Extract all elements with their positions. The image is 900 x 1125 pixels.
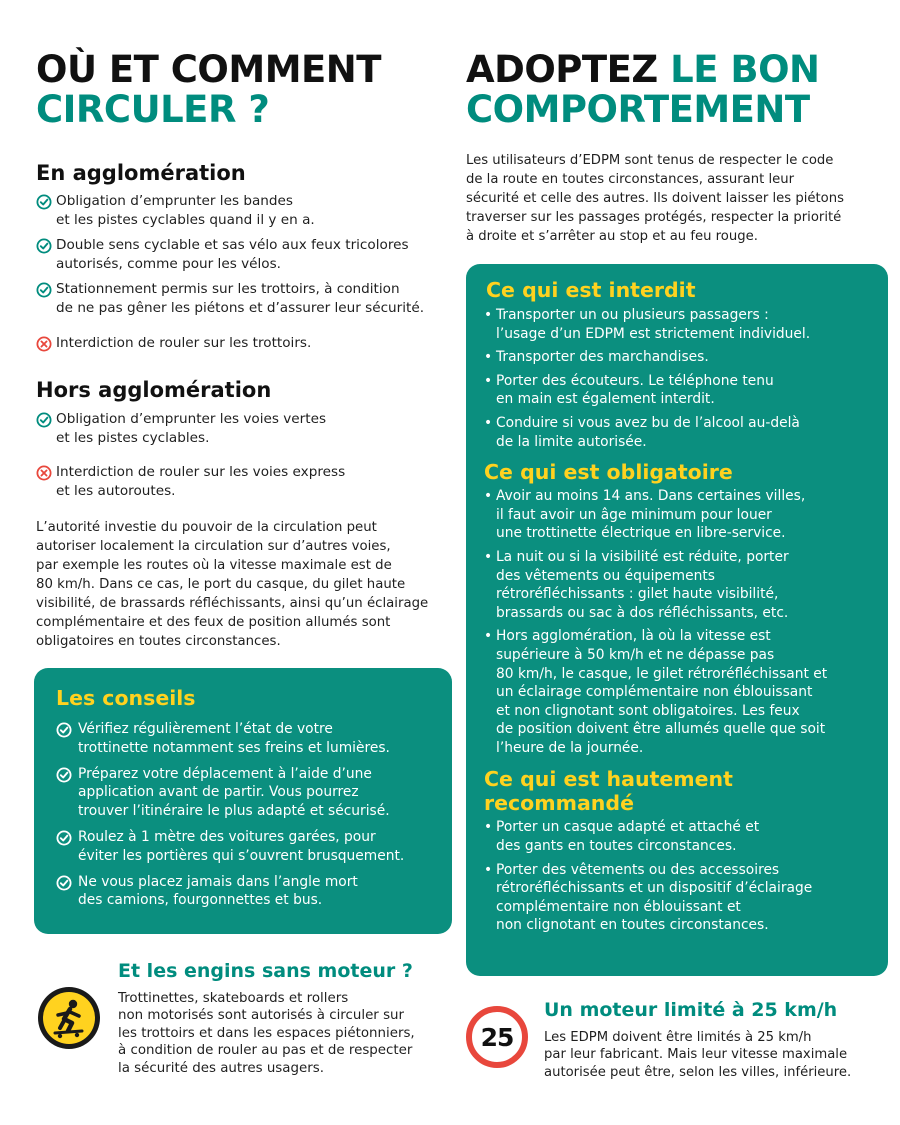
right-title-line1 bbox=[466, 50, 896, 90]
bullet-line: • Porter des vêtements ou des accessoires bbox=[496, 861, 780, 878]
recommande-item bbox=[484, 818, 876, 855]
check-circle-icon bbox=[36, 412, 52, 428]
agglo-forbidden-text: Interdiction de rouler sur les trottoirs. bbox=[56, 335, 312, 351]
bullet-line: rétroréfléchissants : gilet haute visibilité, bbox=[496, 586, 779, 603]
interdit-title: Ce qui est interdit bbox=[486, 278, 696, 302]
conseil-line: Préparez votre déplacement à l’aide d’une bbox=[78, 765, 372, 782]
sans-moteur-line: les trottoirs et dans les espaces piétonniers, bbox=[118, 1025, 415, 1041]
right-title-line2: COMPORTEMENT bbox=[466, 88, 810, 131]
intro-line: à droite et s’arrêter au stop et au feu rouge. bbox=[466, 229, 758, 244]
forbidden-circle-icon bbox=[36, 465, 52, 481]
obligatoire-title: Ce qui est obligatoire bbox=[484, 460, 733, 485]
bullet-line: il faut avoir un âge minimum pour louer bbox=[496, 506, 772, 523]
hors-allowed-line1: Obligation d’emprunter les voies vertes bbox=[56, 411, 327, 427]
intro-line: traverser sur les passages protégés, respecter la priorité bbox=[466, 210, 842, 225]
moteur-line: par leur fabricant. Mais leur vitesse maximale bbox=[544, 1047, 848, 1063]
paragraph-line: 80 km/h. Dans ce cas, le port du casque, du gilet haute bbox=[36, 577, 406, 592]
hors-list bbox=[36, 410, 456, 501]
paragraph-line: visibilité, de brassards réfléchissants, ainsi qu’un éclairage bbox=[36, 596, 429, 611]
bullet-line: • Hors agglomération, là où la vitesse est bbox=[496, 628, 771, 645]
skateboard-pictogram-icon bbox=[36, 985, 102, 1051]
conseil-item bbox=[56, 720, 438, 758]
sans-moteur-line: Trottinettes, skateboards et rollers bbox=[118, 991, 349, 1006]
recommande-title-line: Ce qui est hautement bbox=[484, 767, 733, 792]
conseil-line: Roulez à 1 mètre des voitures garées, pour bbox=[78, 828, 376, 845]
bullet-line: en main est également interdit. bbox=[496, 391, 715, 408]
right-title-teal: LE BON bbox=[670, 48, 820, 91]
hors-forbidden-item bbox=[36, 463, 456, 501]
bullet-line: l’usage d’un EDPM est strictement individuel. bbox=[496, 325, 811, 342]
rules-box bbox=[466, 264, 888, 976]
bullet-line: • Porter un casque adapté et attaché et bbox=[496, 819, 760, 836]
intro-line: de la route en toutes circonstances, assurant leur bbox=[466, 172, 795, 187]
interdit-item bbox=[484, 348, 876, 367]
conseil-item bbox=[56, 765, 438, 821]
sans-moteur-heading: Et les engins sans moteur ? bbox=[118, 960, 413, 982]
agglo-heading: En agglomération bbox=[36, 161, 246, 185]
bullet-line: l’heure de la journée. bbox=[496, 739, 644, 756]
paragraph-line: par exemple les routes où la vitesse maximale est de bbox=[36, 558, 392, 573]
conseil-line: éviter les portières qui s’ouvrent brusquement. bbox=[78, 847, 405, 864]
bullet-line: supérieure à 50 km/h et ne dépasse pas bbox=[496, 646, 775, 663]
bullet-line: brassards ou sac à dos réfléchissants, etc. bbox=[496, 604, 789, 621]
moteur-heading: Un moteur limité à 25 km/h bbox=[544, 999, 838, 1021]
bullet-line: • Transporter des marchandises. bbox=[496, 349, 709, 366]
check-circle-icon bbox=[36, 282, 52, 298]
conseil-line: des camions, fourgonnettes et bus. bbox=[78, 892, 323, 909]
bullet-line: une trottinette électrique en libre-service. bbox=[496, 525, 786, 542]
bullet-line: 80 km/h, le casque, le gilet rétroréfléchissant et bbox=[496, 665, 828, 682]
bullet-line: un éclairage complémentaire non éblouissant bbox=[496, 684, 813, 701]
sans-moteur-line: la sécurité des autres usagers. bbox=[118, 1060, 324, 1076]
sans-moteur-line: à condition de rouler au pas et de respecter bbox=[118, 1043, 413, 1059]
bullet-line: non clignotant en toutes circonstances. bbox=[496, 917, 769, 934]
agglo-allowed-item bbox=[36, 236, 456, 274]
hors-forbidden-line2: et les autoroutes. bbox=[56, 483, 176, 499]
sans-moteur-line: non motorisés sont autorisés à circuler sur bbox=[118, 1008, 405, 1024]
hors-heading: Hors agglomération bbox=[36, 378, 272, 402]
right-title-dark: ADOPTEZ bbox=[466, 48, 658, 91]
bullet-line: et non clignotant sont obligatoires. Les feux bbox=[496, 702, 800, 719]
obligatoire-item bbox=[484, 487, 876, 543]
agglo-allowed-item bbox=[36, 192, 456, 230]
obligatoire-item bbox=[484, 548, 876, 622]
conseil-line: Ne vous placez jamais dans l’angle mort bbox=[78, 873, 358, 890]
speed-limit-number: 25 bbox=[480, 1022, 514, 1052]
check-circle-icon bbox=[56, 767, 72, 783]
check-circle-icon bbox=[36, 238, 52, 254]
left-title-line2: CIRCULER ? bbox=[36, 88, 270, 131]
conseil-line: trottinette notamment ses freins et lumières. bbox=[78, 739, 390, 756]
bullet-line: • Conduire si vous avez bu de l’alcool au-delà bbox=[496, 414, 800, 431]
agglo-allowed-line2: autorisés, comme pour les vélos. bbox=[56, 256, 282, 272]
bullet-line: rétroréfléchissants et un dispositif d’éclairage bbox=[496, 880, 813, 897]
conseil-line: trouver l’itinéraire le plus adapté et sécurisé. bbox=[78, 803, 390, 820]
intro-line: sécurité et celle des autres. Ils doivent laisser les piétons bbox=[466, 191, 844, 206]
agglo-allowed-line1: Double sens cyclable et sas vélo aux feux tricolores bbox=[56, 237, 409, 253]
left-title-line1: OÙ ET COMMENT bbox=[36, 48, 381, 91]
check-circle-icon bbox=[56, 722, 72, 738]
conseil-line: Vérifiez régulièrement l’état de votre bbox=[78, 721, 333, 737]
bullet-line: • La nuit ou si la visibilité est réduite, porter bbox=[496, 548, 789, 565]
forbidden-circle-icon bbox=[36, 336, 52, 352]
bullet-line: • Avoir au moins 14 ans. Dans certaines villes, bbox=[496, 488, 806, 505]
recommande-title bbox=[484, 767, 876, 815]
bullet-line: complémentaire non éblouissant et bbox=[496, 898, 741, 915]
moteur-line: Les EDPM doivent être limités à 25 km/h bbox=[544, 1030, 812, 1045]
intro-paragraph bbox=[466, 151, 890, 246]
agglo-allowed-line1: Obligation d’emprunter les bandes bbox=[56, 193, 294, 209]
agglo-allowed-line2: et les pistes cyclables quand il y en a. bbox=[56, 212, 315, 228]
conseils-title: Les conseils bbox=[56, 686, 196, 710]
agglo-allowed-item bbox=[36, 280, 456, 318]
conseil-line: application avant de partir. Vous pourrez bbox=[78, 784, 359, 801]
hors-allowed-item bbox=[36, 410, 456, 448]
obligatoire-item bbox=[484, 627, 876, 757]
interdit-item bbox=[484, 414, 876, 451]
authority-paragraph bbox=[36, 518, 456, 651]
paragraph-line: obligatoires en toutes circonstances. bbox=[36, 634, 281, 649]
agglo-list bbox=[36, 192, 456, 353]
check-circle-icon bbox=[36, 194, 52, 210]
left-title bbox=[36, 50, 456, 130]
sans-moteur-text bbox=[118, 990, 458, 1077]
paragraph-line: autoriser localement la circulation sur d’autres voies, bbox=[36, 539, 391, 554]
conseils-box bbox=[34, 668, 452, 934]
speed-limit-sign bbox=[466, 1006, 528, 1068]
recommande-item bbox=[484, 861, 876, 935]
bullet-line: de position doivent être allumés quelle que soit bbox=[496, 721, 826, 738]
bullet-line: • Transporter un ou plusieurs passagers : bbox=[496, 307, 769, 323]
right-title bbox=[466, 50, 896, 130]
check-circle-icon bbox=[56, 830, 72, 846]
hors-forbidden-line1: Interdiction de rouler sur les voies express bbox=[56, 464, 346, 480]
bullet-line: • Porter des écouteurs. Le téléphone tenu bbox=[496, 372, 774, 389]
check-circle-icon bbox=[56, 875, 72, 891]
interdit-item bbox=[484, 372, 876, 409]
conseil-item bbox=[56, 873, 438, 911]
bullet-line: de la limite autorisée. bbox=[496, 433, 647, 450]
intro-line: Les utilisateurs d’EDPM sont tenus de respecter le code bbox=[466, 153, 834, 168]
bullet-line: des gants en toutes circonstances. bbox=[496, 838, 737, 855]
agglo-allowed-line1: Stationnement permis sur les trottoirs, à condition bbox=[56, 281, 400, 297]
conseil-item bbox=[56, 828, 438, 866]
paragraph-line: complémentaire et des feux de position allumés sont bbox=[36, 615, 391, 630]
moteur-text bbox=[544, 1029, 894, 1081]
interdit-item bbox=[484, 306, 876, 343]
hors-allowed-line2: et les pistes cyclables. bbox=[56, 430, 210, 446]
moteur-line: autorisée peut être, selon les villes, inférieure. bbox=[544, 1064, 852, 1080]
agglo-forbidden-item bbox=[36, 334, 456, 353]
bullet-line: des vêtements ou équipements bbox=[496, 567, 715, 584]
paragraph-line: L’autorité investie du pouvoir de la circulation peut bbox=[36, 520, 377, 535]
agglo-allowed-line2: de ne pas gêner les piétons et d’assurer leur sécurité. bbox=[56, 300, 425, 316]
recommande-title-line: recommandé bbox=[484, 791, 634, 816]
